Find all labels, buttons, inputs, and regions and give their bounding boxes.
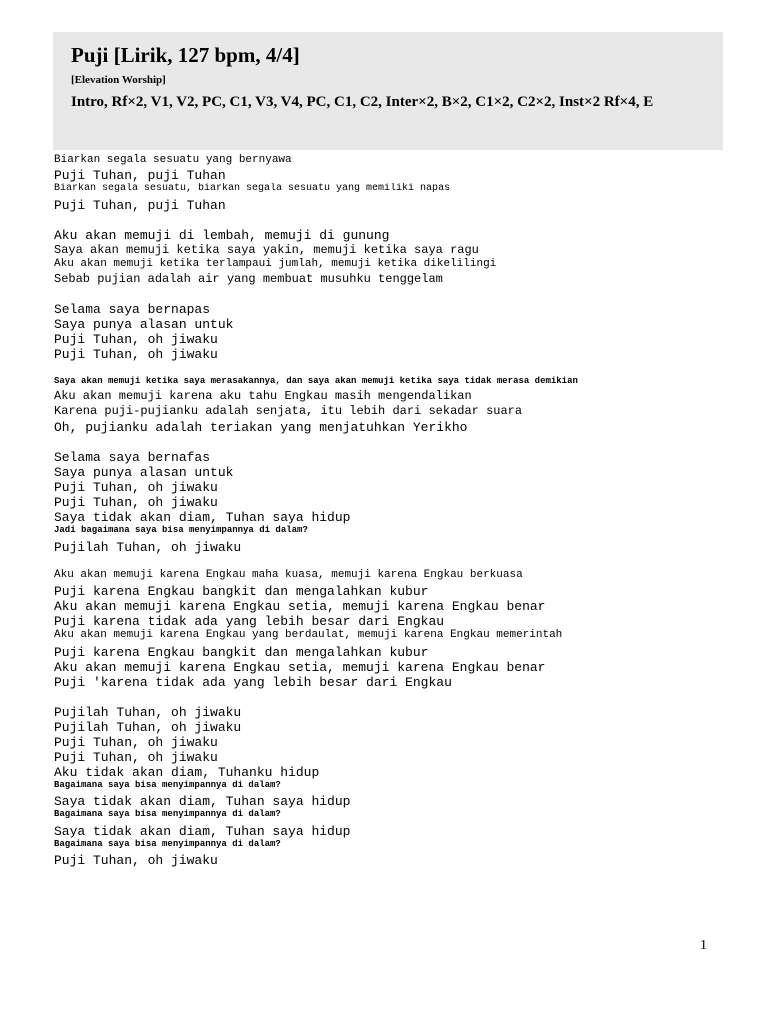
lyric-line: Saya tidak akan diam, Tuhan saya hidup (54, 823, 351, 839)
lyric-line: Bagaimana saya bisa menyimpannya di dalam? (54, 838, 281, 849)
song-header (53, 32, 723, 150)
lyric-line: Aku akan memuji ketika terlampaui jumlah, memuji ketika dikelilingi (54, 257, 497, 270)
lyric-line: Saya tidak akan diam, Tuhan saya hidup (54, 794, 351, 809)
lyric-line: Puji Tuhan, oh jiwaku (54, 331, 218, 347)
lyric-line: Puji Tuhan, oh jiwaku (54, 495, 218, 510)
lyric-line: Bagaimana saya bisa menyimpannya di dalam? (54, 779, 281, 790)
lyric-line: Aku akan memuji di lembah, memuji di gunung (54, 228, 390, 243)
lyric-line: Saya akan memuji ketika saya yakin, memuji ketika saya ragu (54, 243, 479, 257)
lyric-line: Puji Tuhan, oh jiwaku (54, 346, 218, 362)
lyric-line: Saya akan memuji ketika saya merasakannya, dan saya akan memuji ketika saya tidak merasa demikian (54, 375, 578, 386)
lyric-line: Pujilah Tuhan, oh jiwaku (54, 539, 242, 555)
lyrics-body (54, 154, 744, 868)
lyric-line: Aku akan memuji karena aku tahu Engkau masih mengendalikan (54, 389, 472, 403)
song-title: Puji [Lirik, 127 bpm, 4/4] (71, 43, 300, 67)
lyric-line: Puji karena Engkau bangkit dan mengalahkan kubur (54, 584, 429, 599)
lyric-line: Pujilah Tuhan, oh jiwaku (54, 719, 242, 735)
lyric-line: Jadi bagaimana saya bisa menyimpannya di dalam? (54, 525, 308, 535)
lyric-line: Puji karena tidak ada yang lebih besar dari Engkau (54, 614, 445, 629)
lyric-line: Aku akan memuji karena Engkau setia, memuji karena Engkau benar (54, 599, 546, 614)
lyric-line: Puji Tuhan, puji Tuhan (54, 198, 226, 213)
lyric-line: Puji Tuhan, puji Tuhan (54, 167, 226, 183)
lyric-line: Aku akan memuji karena Engkau maha kuasa, memuji karena Engkau berkuasa (54, 568, 523, 581)
lyric-line: Pujilah Tuhan, oh jiwaku (54, 704, 242, 720)
lyric-line: Sebab pujian adalah air yang membuat musuhku tenggelam (54, 272, 443, 286)
lyric-line: Biarkan segala sesuatu, biarkan segala sesuatu yang memiliki napas (54, 182, 451, 194)
lyric-line: Puji 'karena tidak ada yang lebih besar dari Engkau (54, 674, 452, 690)
lyric-line: Puji Tuhan, oh jiwaku (54, 749, 218, 765)
lyric-line: Karena puji-pujianku adalah senjata, itu lebih dari sekadar suara (54, 403, 523, 418)
lyric-line: Puji Tuhan, oh jiwaku (54, 853, 218, 868)
page-number: 1 (700, 938, 707, 953)
lyric-line: Aku tidak akan diam, Tuhanku hidup (54, 764, 320, 780)
lyric-line: Saya punya alasan untuk (54, 465, 234, 480)
lyric-line: Saya tidak akan diam, Tuhan saya hidup (54, 510, 351, 525)
lyric-line: Aku akan memuji karena Engkau setia, memuji karena Engkau benar (54, 659, 546, 675)
lyric-line: Aku akan memuji karena Engkau yang berdaulat, memuji karena Engkau memerintah (54, 629, 563, 641)
song-structure: Intro, Rf×2, V1, V2, PC, C1, V3, V4, PC, C1, C2, Inter×2, B×2, C1×2, C2×2, Inst×2 Rf×4, E (71, 94, 654, 110)
lyric-line: Puji karena Engkau bangkit dan mengalahkan kubur (54, 644, 429, 660)
lyric-line: Puji Tuhan, oh jiwaku (54, 734, 218, 750)
lyric-line: Bagaimana saya bisa menyimpannya di dalam? (54, 809, 281, 819)
lyric-line: Saya punya alasan untuk (54, 316, 234, 332)
lyric-line: Biarkan segala sesuatu yang bernyawa (54, 154, 292, 166)
lyric-line: Oh, pujianku adalah teriakan yang menjatuhkan Yerikho (54, 420, 468, 435)
lyric-line: Selama saya bernapas (54, 301, 211, 317)
lyric-line: Puji Tuhan, oh jiwaku (54, 480, 218, 495)
lyric-line: Selama saya bernafas (54, 450, 211, 465)
song-artist: [Elevation Worship] (71, 74, 166, 86)
